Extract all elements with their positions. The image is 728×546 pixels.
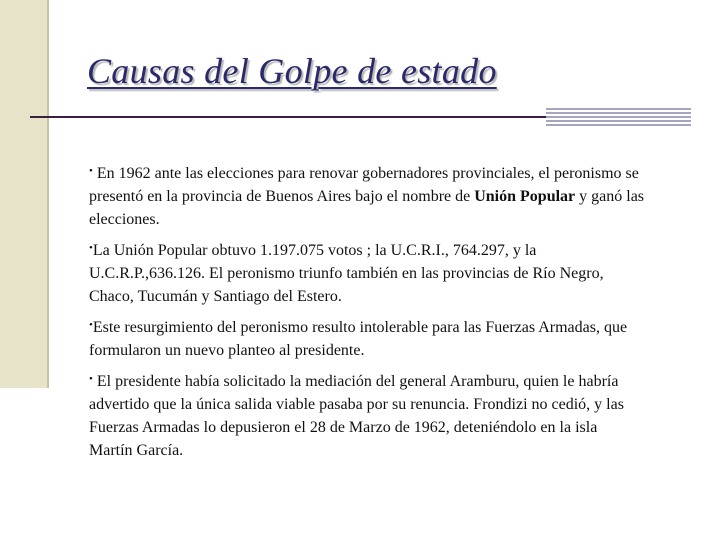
- bullet-icon: •: [89, 319, 93, 331]
- slide-title: Causas del Golpe de estado: [87, 51, 497, 91]
- decorative-left-bar: [0, 0, 49, 388]
- bullet-icon: •: [89, 165, 93, 177]
- bullet-text: La Unión Popular obtuvo 1.197.075 votos ; la U.C.R.I., 764.297, y la U.C.R.P.,636.126. El peronismo triunfo también en las provincias de Río Negro, Chaco, Tucumán y Santiago del Estero.: [89, 242, 604, 305]
- bullet-text: El presidente había solicitado la mediación del general Aramburu, quien le habría advertido que la única salida viable pasaba por su renuncia. Frondizi no cedió, y las Fuerzas Armadas lo depusieron el 28 de Marzo de 1962, deteniéndolo en la isla Martín García.: [89, 373, 624, 459]
- bullet-text: En 1962 ante las elecciones para renovar gobernadores provinciales, el peronismo se presentó en la provincia de Buenos Aires bajo el nombre de: [89, 165, 639, 205]
- bullet-icon: •: [89, 242, 93, 254]
- bullet-text: Este resurgimiento del peronismo resulto intolerable para las Fuerzas Armadas, que formularon un nuevo planteo al presidente.: [89, 319, 628, 359]
- slide-body: [89, 160, 644, 468]
- bullet-bold-text: Unión Popular: [474, 188, 576, 205]
- decorative-accent-stripes: [546, 108, 691, 126]
- bullet-text: y ganó las elecciones.: [89, 188, 645, 228]
- bullet-paragraph: [89, 160, 644, 231]
- bullet-icon: •: [89, 373, 93, 385]
- bullet-paragraph: [89, 368, 644, 462]
- bullet-paragraph: [89, 314, 644, 362]
- bullet-paragraph: [89, 237, 644, 308]
